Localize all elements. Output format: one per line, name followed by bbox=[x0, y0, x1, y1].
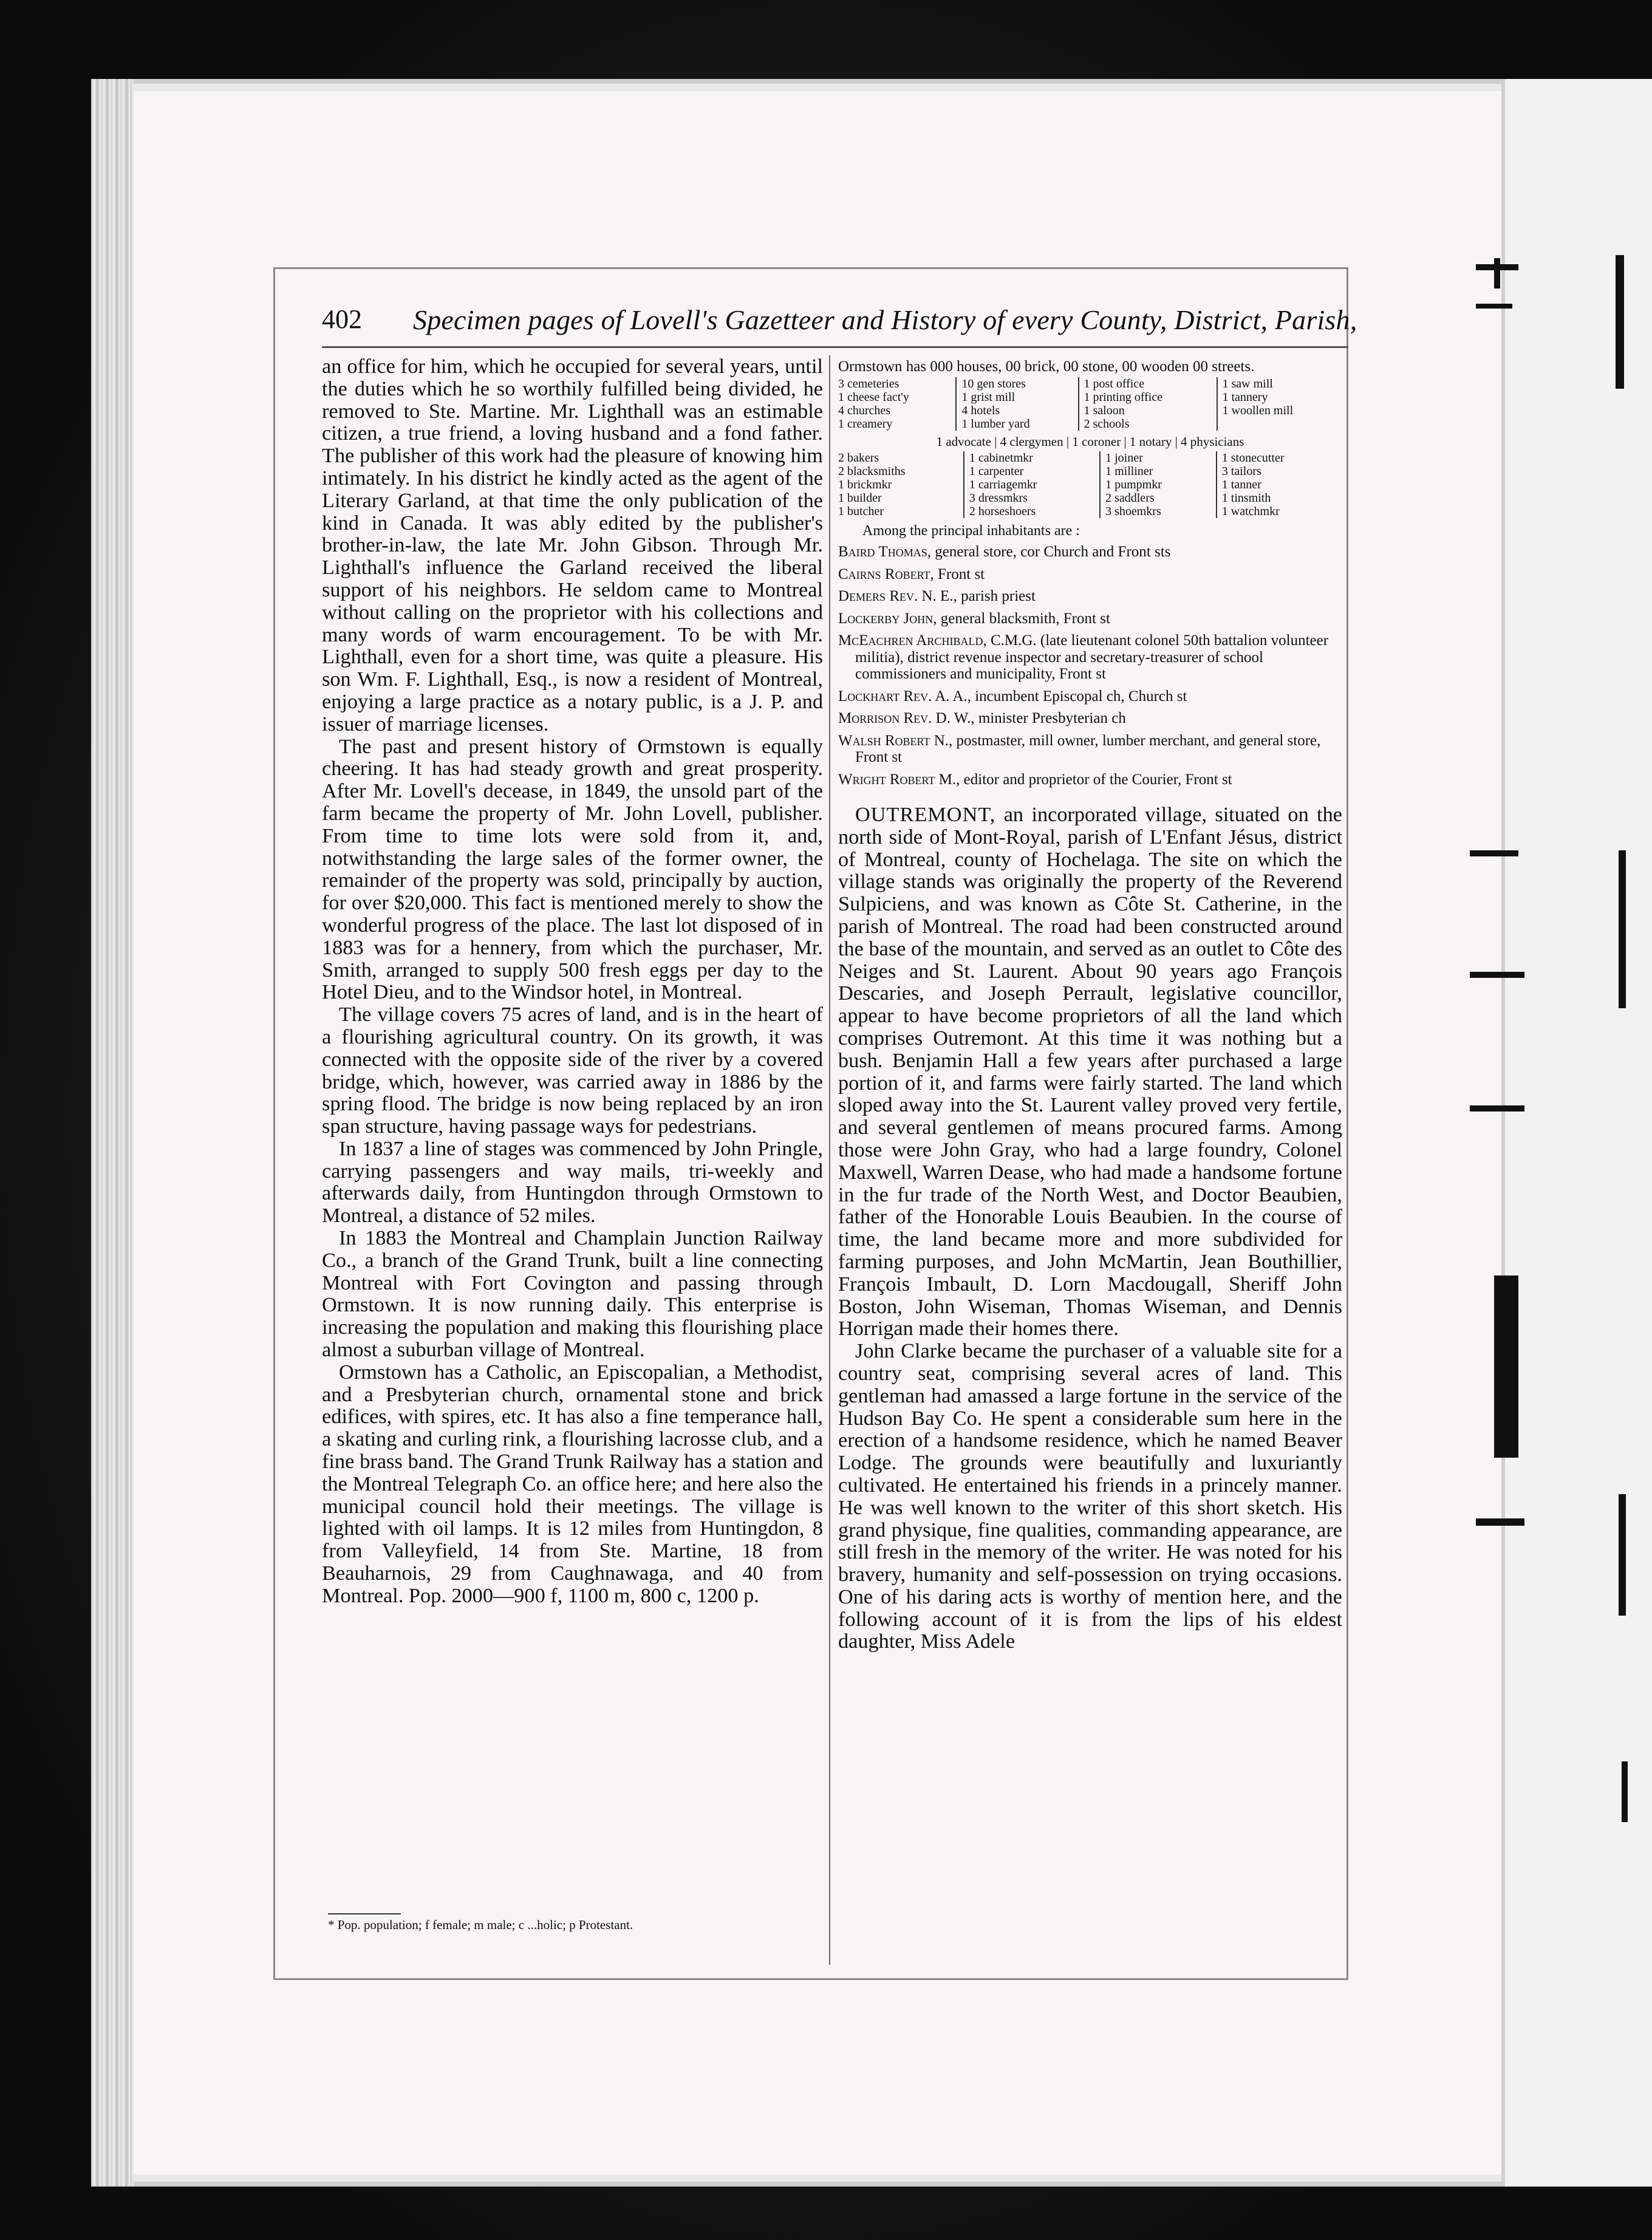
table-cell: 1 butcher bbox=[838, 505, 884, 518]
table-cell: 1 carpenter bbox=[964, 465, 1100, 478]
paragraph-text: an incorporated village, situated on the north side of Mont-Royal, parish of L'Enfant Jésus, district of Montreal, county of Hochelaga. The site on which the village stands was originally the property of the Reverend Sulpiciens, and was known as Côte St. Catherine, in the parish of Montreal. The road had been constructed around the base of the mountain, and served as an outlet to Côte des Neiges and St. Laurent. About 90 years ago François Descaries, and Joseph Perrault, legislative councillor, appear to have become proprietors of all the land which comprises Outremont. At this time it was nothing but a bush. Benjamin Hall a few years after purchased a large portion of it, and farms were fairly started. The land which sloped away into the St. Laurent valley proved very fertile, and several gentlemen of means procured farms. Among those were John Gray, who had a large foundry, Colonel Maxwell, Warren Dease, who had made a handsome fortune in the fur trade of the North West, and Doctor Beaubien, father of the Honorable Louis Beaubien. In the course of time, the land became more and more subdivided for farming purposes, and John McMartin, Jean Bouthillier, François Imbault, D. Lorn Macdougall, Sheriff John Boston, John Wiseman, Thomas Wiseman, and Dennis Horrigan made their homes there. bbox=[838, 803, 1343, 1340]
table-cell: 1 pumpmkr bbox=[1100, 478, 1217, 491]
table-cell: 1 tinsmith bbox=[1217, 491, 1342, 505]
table-row bbox=[838, 491, 1342, 505]
page-header bbox=[322, 304, 1357, 340]
stats-table-a bbox=[838, 377, 1342, 431]
table-cell: 10 gen stores bbox=[956, 377, 1078, 391]
table-row bbox=[838, 391, 1342, 404]
table-cell: 2 horseshoers bbox=[964, 505, 1100, 518]
paragraph: John Clarke became the purchaser of a valuable site for a country seat, comprising several acres of land. This gentleman had amassed a large fortune in the service of the Hudson Bay Co. He spent a considerable sum here in the erection of a handsome residence, which he named Beaver Lodge. The grounds were beautifully and luxuriantly cultivated. He entertained his friends in a princely manner. He was well known to the writer of this short sketch. His grand physique, fine qualities, commanding appearance, are still fresh in the memory of the writer. He was noted for his bravery, humanity and self-possession on trying occasions. One of his daring acts is worthy of mention here, and the following account of it is from the lips of his eldest daughter, Miss Adele bbox=[838, 1339, 1342, 1653]
paragraph: Ormstown has a Catholic, an Episcopalian, a Methodist, and a Presbyterian church, ornamental stone and brick edifices, with spires, etc. It has also a fine temperance hall, a skating and curling rink, a flourishing lacrosse club, and a fine brass band. The Grand Trunk Railway has a station and the Montreal Telegraph Co. an office here; and here also the municipal council hold their meetings. The village is lighted with oil lamps. It is 12 miles from Huntingdon, 8 from Valleyfield, 14 from Ste. Martine, 18 from Beauharnois, 29 from Caughnawaga, and 40 from Montreal. Pop. 2000—900 f, 1100 m, 800 c, 1200 p. bbox=[322, 1360, 823, 1607]
inhabitant-name: Cairns Robert, bbox=[838, 565, 934, 582]
table-cell: 1 milliner bbox=[1100, 465, 1217, 478]
page-number: 402 bbox=[322, 304, 362, 334]
inhabitant-entry bbox=[838, 544, 1342, 561]
table-cell: 1 cabinetmkr bbox=[964, 451, 1100, 465]
inhabitant-desc: minister Presbyterian ch bbox=[978, 710, 1126, 726]
table-cell: 1 creamery bbox=[838, 417, 893, 431]
table-cell: 4 churches bbox=[838, 404, 891, 417]
table-cell: 1 carriagemkr bbox=[964, 478, 1100, 491]
table-cell: 1 tanner bbox=[1217, 478, 1342, 491]
table-cell: 2 bakers bbox=[838, 451, 879, 465]
inhabitant-desc: general blacksmith, Front st bbox=[940, 610, 1110, 627]
entry-heading: OUTREMONT, bbox=[855, 803, 996, 826]
binding-edge bbox=[91, 79, 134, 2187]
inhabitant-desc: parish priest bbox=[961, 588, 1036, 604]
inhabitant-desc: incumbent Episcopal ch, Church st bbox=[975, 688, 1187, 705]
table-row bbox=[838, 404, 1342, 417]
inhabitant-name: McEachren Archibald, bbox=[838, 632, 987, 649]
inhabitant-desc: editor and proprietor of the Courier, Front st bbox=[963, 771, 1232, 788]
table-cell: 3 shoemkrs bbox=[1100, 505, 1217, 518]
table-cell: 1 lumber yard bbox=[956, 417, 1078, 431]
table-cell: 3 dressmkrs bbox=[964, 491, 1100, 505]
paragraph: In 1837 a line of stages was commenced by John Pringle, carrying passengers and way mails, tri-weekly and afterwards daily, from Huntingdon through Ormstown to Montreal, a distance of 52 miles. bbox=[322, 1136, 823, 1228]
inhabitant-name: Lockerby John, bbox=[838, 610, 937, 627]
table-cell: 1 saw mill bbox=[1217, 377, 1343, 391]
table-cell: 1 brickmkr bbox=[838, 478, 892, 491]
inhabitants-heading: Among the principal inhabitants are : bbox=[862, 523, 1080, 539]
table-cell: 3 tailors bbox=[1217, 465, 1342, 478]
table-cell: 3 cemeteries bbox=[838, 377, 899, 391]
paragraph: The past and present history of Ormstown is equally cheering. It has had steady growth and great prosperity. After Mr. Lovell's decease, in 1849, the unsold part of the farm became the property of Mr. John Lovell, publisher. From time to time lots were sold from it, and, notwithstanding the large sales of the former owner, the remainder of the property was sold, principally by auction, for over $20,000. This fact is mentioned merely to show the wonderful progress of the place. The last lot disposed of in 1883 was for a hennery, from which the purchaser, Mr. Smith, arranged to supply 500 fresh eggs per day to the Hotel Dieu, and to the Windsor hotel, in Montreal. bbox=[322, 734, 823, 1004]
running-head: Specimen pages of Lovell's Gazetteer and History of every County, District, Parish, bbox=[413, 304, 1357, 335]
table-cell: 2 saddlers bbox=[1100, 491, 1217, 505]
left-column bbox=[322, 355, 823, 1910]
outremont-paragraph bbox=[838, 804, 1342, 1340]
adjacent-page-marks bbox=[1458, 243, 1652, 1822]
table-cell: 1 builder bbox=[838, 491, 882, 505]
table-row bbox=[838, 478, 1342, 491]
table-row bbox=[838, 505, 1342, 518]
table-cell: 1 joiner bbox=[1100, 451, 1217, 465]
table-cell: 1 stonecutter bbox=[1217, 451, 1342, 465]
inhabitant-entry bbox=[838, 732, 1342, 766]
column-rule bbox=[829, 355, 830, 1965]
table-cell: 1 printing office bbox=[1079, 391, 1217, 404]
table-cell: 1 cheese fact'y bbox=[838, 391, 909, 404]
inhabitant-name: Demers Rev. N. E., bbox=[838, 588, 957, 604]
inhabitant-entry bbox=[838, 632, 1342, 683]
paragraph: an office for him, which he occupied for several years, until the duties which he so worthily fulfilled being divided, he removed to Ste. Martine. Mr. Lighthall was an estimable citizen, a true friend, a loving husband and a fond father. The publisher of this work had the pleasure of knowing him intimately. In his district he kindly acted as the agent of the Literary Garland, at that time the only publication of the kind in Canada. It was ably edited by the publisher's brother-in-law, the late Mr. John Gibson. Through Mr. Lighthall's influence the Garland received the liberal support of his neighbors. He seldom came to Montreal without calling on the proprietor with his collections and many words of warm encouragement. To be with Mr. Lighthall, even for a short time, was quite a pleasure. His son Wm. F. Lighthall, Esq., is now a resident of Montreal, enjoying a large practice as a notary public, is a J. P. and issuer of marriage licenses. bbox=[322, 355, 823, 736]
table-cell: 2 schools bbox=[1079, 417, 1217, 431]
stats-title: Ormstown has 000 houses, 00 brick, 00 stone, 00 wooden 00 streets. bbox=[838, 358, 1255, 375]
inhabitant-entry bbox=[838, 588, 1342, 605]
inhabitant-entry bbox=[838, 610, 1342, 627]
table-cell: 1 post office bbox=[1079, 377, 1217, 391]
table-cell bbox=[1217, 417, 1343, 431]
inhabitant-name: Baird Thomas, bbox=[838, 544, 932, 560]
inhabitant-desc: general store, cor Church and Front sts bbox=[935, 544, 1171, 560]
table-row bbox=[838, 377, 1342, 391]
inhabitant-desc: postmaster, mill owner, lumber merchant, and general store, Front st bbox=[855, 732, 1321, 765]
table-cell: 1 tannery bbox=[1217, 391, 1343, 404]
paragraph: The village covers 75 acres of land, and is in the heart of a flourishing agricultural country. On its growth, it was connected with the opposite side of the river by a covered bridge, which, however, was carried away in 1886 by the spring flood. The bridge is now being replaced by an iron span structure, having passage ways for pedestrians. bbox=[322, 1003, 823, 1138]
stats-table-b bbox=[838, 451, 1342, 518]
table-cell: 1 woollen mill bbox=[1217, 404, 1343, 417]
inhabitant-entry bbox=[838, 710, 1342, 727]
right-column bbox=[838, 355, 1342, 1971]
inhabitant-desc: C.M.G. (late lieutenant colonel 50th battalion volunteer militia), district revenue inspector and secretary-treasurer of school commissioners and municipality, Front st bbox=[855, 632, 1329, 682]
table-row bbox=[838, 451, 1342, 465]
table-cell: 1 watchmkr bbox=[1217, 505, 1342, 518]
inhabitant-entry bbox=[838, 688, 1342, 705]
inhabitant-name: Wright Robert M., bbox=[838, 771, 960, 788]
table-row bbox=[838, 417, 1342, 431]
paragraph: In 1883 the Montreal and Champlain Junction Railway Co., a branch of the Grand Trunk, built a line connecting Montreal with Fort Covington and passing through Ormstown. It is now running daily. This enterprise is increasing the population and making this flourishing place almost a suburban village of Montreal. bbox=[322, 1226, 823, 1362]
inhabitant-entry bbox=[838, 566, 1342, 583]
footnote: * Pop. population; f female; m male; c ...holic; p Protestant. bbox=[328, 1917, 633, 1932]
inhabitant-entry bbox=[838, 771, 1342, 788]
stats-professions: 1 advocate | 4 clergymen | 1 coroner | 1 notary | 4 physicians bbox=[936, 434, 1244, 449]
table-cell: 2 blacksmiths bbox=[838, 465, 906, 478]
table-cell: 1 saloon bbox=[1079, 404, 1217, 417]
table-cell: 4 hotels bbox=[956, 404, 1078, 417]
header-rule bbox=[322, 346, 1348, 348]
footnote-rule bbox=[328, 1913, 401, 1914]
table-row bbox=[838, 465, 1342, 478]
inhabitant-name: Morrison Rev. D. W., bbox=[838, 710, 975, 726]
inhabitant-name: Walsh Robert N., bbox=[838, 732, 953, 749]
inhabitant-desc: Front st bbox=[938, 565, 985, 582]
inhabitant-name: Lockhart Rev. A. A., bbox=[838, 688, 971, 705]
table-cell: 1 grist mill bbox=[956, 391, 1078, 404]
